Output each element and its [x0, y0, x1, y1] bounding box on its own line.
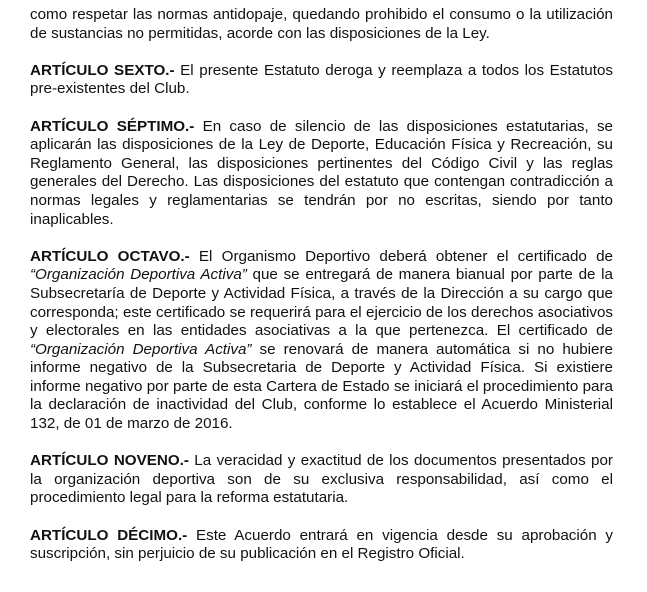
article-text: El presente Estatuto deroga y reemplaza a todos los Estatutos pre-existentes del Club. — [30, 61, 613, 98]
article-text: se renovará de manera automática si no hubiere informe negativo de la Subsecretaria de Deporte y Actividad Física. Si existiere informe negativo por parte de esta Cartera de Estado se iniciará el procedimiento para la declaración de inactividad del Club, conforme lo establece el Acuerdo Ministerial 132, de 01 de marzo de 2016. — [30, 340, 613, 433]
article-sexto — [30, 62, 613, 99]
paragraph-text: como respetar las normas antidopaje, quedando prohibido el consumo o la utilización de sustancias no permitidas, acorde con las disposiciones de la Ley. — [30, 6, 613, 42]
certificate-name-italic: “Organización Deportiva Activa” — [30, 340, 252, 358]
article-heading: ARTÍCULO SEXTO.- — [30, 61, 175, 79]
article-text: El Organismo Deportivo deberá obtener el certificado de — [189, 247, 613, 265]
article-text: que se entregará de manera bianual por parte de la Subsecretaría de Deporte y Actividad Física, a través de la Dirección a su cargo que corresponda; este certificado se requerirá para el ejercicio de los derechos asociativos y electorales en las entidades asociativas a la que pertenezca. El certificado de — [30, 266, 613, 340]
article-decimo — [30, 527, 613, 564]
article-septimo — [30, 118, 613, 230]
article-heading: ARTÍCULO NOVENO.- — [30, 452, 189, 470]
document-page — [30, 6, 613, 582]
paragraph-continuation — [30, 6, 613, 43]
article-heading: ARTÍCULO OCTAVO.- — [30, 247, 190, 265]
article-heading: ARTÍCULO SÉPTIMO.- — [30, 117, 195, 135]
article-text: Este Acuerdo entrará en vigencia desde su aprobación y suscripción, sin perjuicio de su publicación en el Registro Oficial. — [30, 526, 613, 563]
article-text: En caso de silencio de las disposiciones estatutarias, se aplicarán las disposiciones de la Ley de Deporte, Educación Física y Recreación, su Reglamento General, las disposiciones pertinentes del Código Civil y las reglas generales del Derecho. Las disposiciones del estatuto que contengan contradicción a normas legales y reglamentarias se tendrán por no escritas, siendo por tanto inaplicables. — [30, 117, 614, 228]
article-text: La veracidad y exactitud de los documentos presentados por la organización deportiva son de su exclusiva responsabilidad, así como el procedimiento legal para la reforma estatutaria. — [30, 452, 613, 507]
article-heading: ARTÍCULO DÉCIMO.- — [30, 526, 188, 544]
article-noveno — [30, 452, 613, 508]
certificate-name-italic: “Organización Deportiva Activa” — [30, 266, 247, 284]
article-octavo — [30, 248, 613, 434]
